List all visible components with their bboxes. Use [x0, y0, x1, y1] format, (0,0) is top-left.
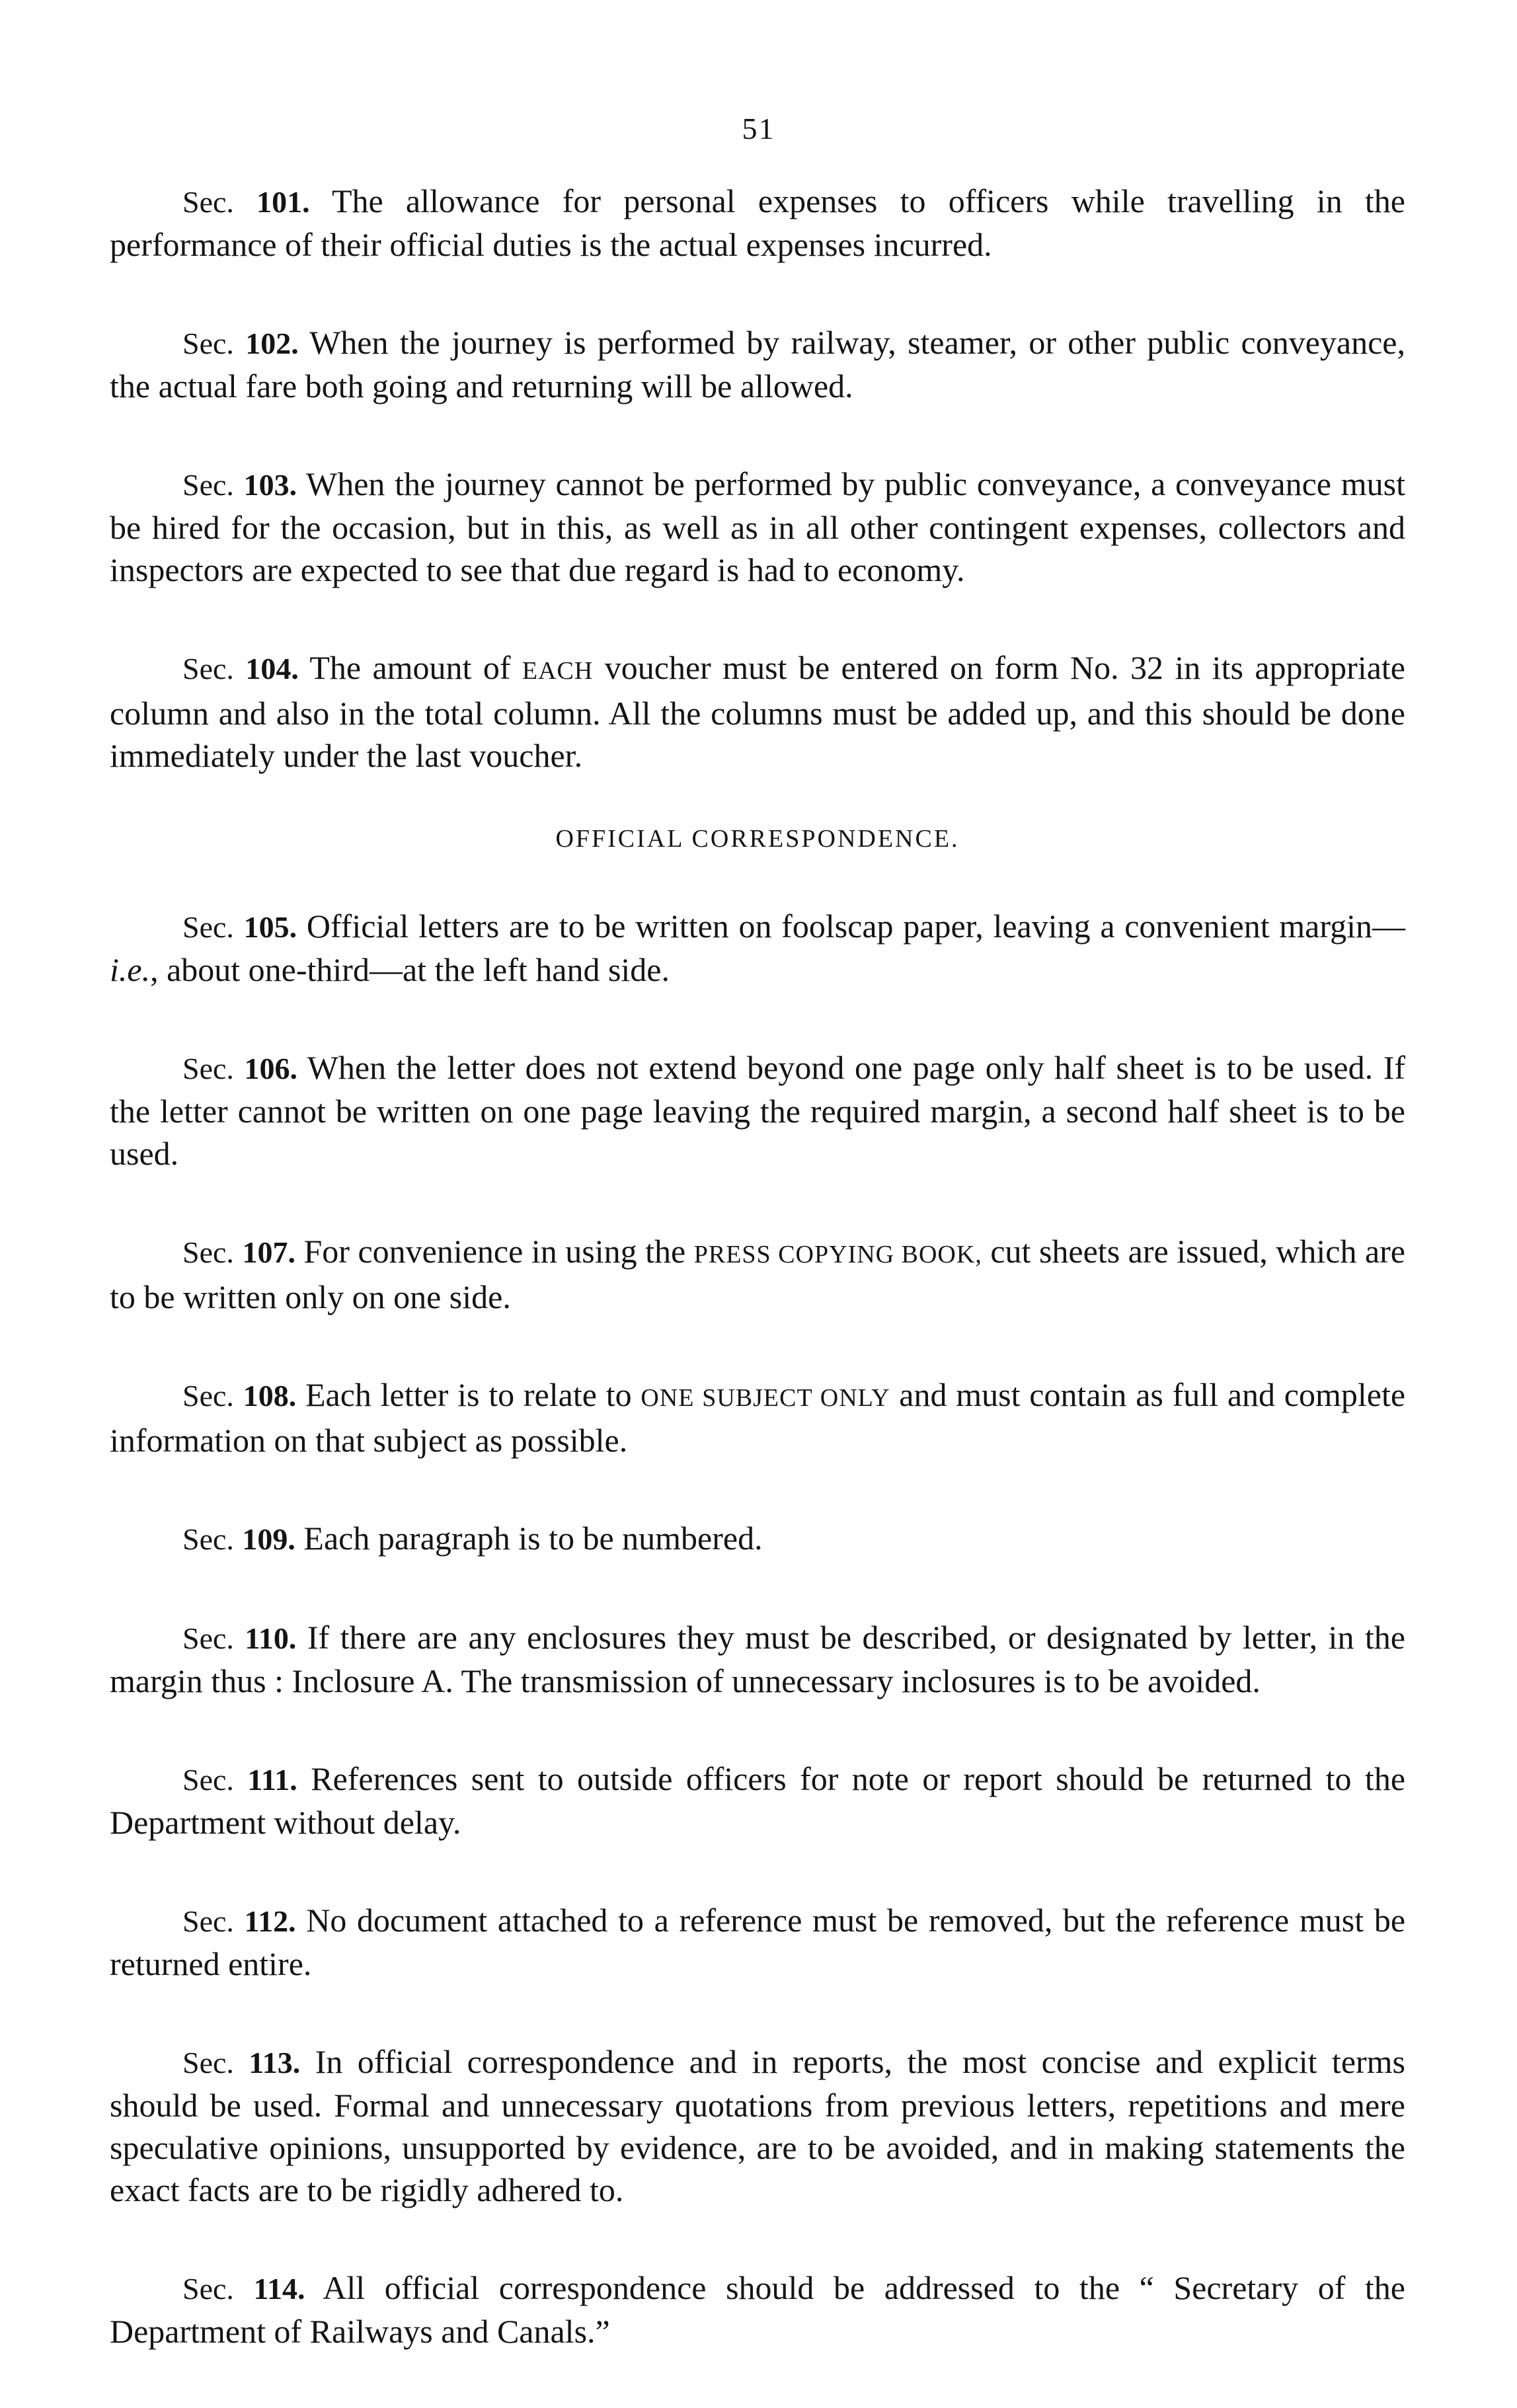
- section-number: 106.: [244, 1052, 298, 1085]
- section-label: Sec.: [182, 1235, 234, 1269]
- small-caps-text: PRESS COPYING BOOK,: [693, 1241, 982, 1268]
- section-number: 104.: [245, 652, 299, 685]
- section-102: [110, 321, 1405, 407]
- section-number: 105.: [243, 910, 297, 944]
- section-text: The amount of: [298, 649, 522, 686]
- section-text: and must contain as full and complete information on that subject as possible.: [110, 1376, 1406, 1459]
- section-number: 103.: [243, 468, 297, 502]
- section-label: Sec.: [182, 1379, 234, 1413]
- section-111: [110, 1758, 1405, 1844]
- section-text: All official correspondence should be addressed to the “ Secretary of the Department of Railways and Canals.”: [110, 2269, 1406, 2350]
- section-112: [110, 1899, 1405, 1985]
- small-caps-text: ONE SUBJECT ONLY: [641, 1384, 890, 1412]
- section-number: 112.: [244, 1904, 296, 1938]
- section-number: 110.: [245, 1621, 297, 1655]
- section-label: Sec.: [182, 652, 234, 685]
- body-text: [110, 180, 1405, 2408]
- section-text: The allowance for personal expenses to officers while travelling in the performance of their official duties is the actual expenses incurred.: [110, 182, 1405, 263]
- section-108: [110, 1374, 1405, 1461]
- section-number: 109.: [242, 1522, 295, 1556]
- section-105: [110, 905, 1405, 991]
- section-text: If there are any enclosures they must be described, or designated by letter, in the margin thus : Inclosure A. The transmission of unnecessary inclosures is to be avoided.: [110, 1619, 1405, 1699]
- section-110: [110, 1616, 1405, 1702]
- section-text: voucher must be entered on form No. 32 in its appropriate column and also in the total column. All the columns must be added up, and this should be done immediately under the last voucher.: [110, 649, 1405, 774]
- section-text: No document attached to a reference must be removed, but the reference must be returned entire.: [110, 1902, 1406, 1982]
- section-text: Each paragraph is to be numbered.: [295, 1520, 763, 1557]
- section-104: [110, 646, 1405, 777]
- section-number: 107.: [242, 1235, 295, 1269]
- section-heading: OFFICIAL CORRESPONDENCE.: [555, 825, 960, 853]
- section-label: Sec.: [182, 2046, 234, 2079]
- section-text: Each letter is to relate to: [296, 1376, 641, 1413]
- small-caps-text: EACH: [522, 657, 594, 685]
- section-label: Sec.: [182, 1904, 234, 1938]
- section-label: Sec.: [182, 910, 234, 944]
- section-text: For convenience in using the: [295, 1233, 694, 1270]
- section-107: [110, 1230, 1405, 1318]
- section-106: [110, 1046, 1405, 1175]
- section-label: Sec.: [182, 185, 234, 219]
- section-label: Sec.: [182, 468, 234, 502]
- section-text: References sent to outside officers for note or report should be returned to the Department without delay.: [110, 1760, 1406, 1841]
- section-text: , about one-third—at the left hand side.: [150, 951, 670, 988]
- page-number: 51: [742, 112, 775, 145]
- section-101: [110, 180, 1405, 266]
- section-text: When the journey is performed by railway, steamer, or other public conveyance, the actual fare both going and returning will be allowed.: [110, 324, 1405, 405]
- section-number: 114.: [253, 2272, 305, 2306]
- section-number: 101.: [256, 185, 310, 219]
- section-text: In official correspondence and in reports, the most concise and explicit terms should be used. Formal and unnecessary quotations from previous letters, repetitions and mere speculative opinions, unsupported by evidence, are to be avoided, and in making statements the exact facts are to be rigidly adhered to.: [110, 2043, 1406, 2208]
- section-text: When the letter does not extend beyond one page only half sheet is to be used. If the letter cannot be written on one page leaving the required margin, a second half sheet is to be used.: [110, 1049, 1406, 1172]
- section-number: 108.: [243, 1379, 297, 1413]
- section-text: Official letters are to be written on foolscap paper, leaving a convenient margin—: [297, 908, 1406, 945]
- section-109: [110, 1517, 1405, 1561]
- section-113: [110, 2040, 1405, 2211]
- section-label: Sec.: [182, 327, 234, 360]
- section-number: 111.: [247, 1763, 297, 1797]
- section-number: 113.: [249, 2046, 301, 2079]
- section-label: Sec.: [182, 1621, 234, 1655]
- section-number: 102.: [245, 327, 299, 360]
- section-text: When the journey cannot be performed by public conveyance, a conveyance must be hired for the occasion, but in this, as well as in all other contingent expenses, collectors and inspectors are expected to see that due regard is had to economy.: [110, 465, 1405, 588]
- italic-text: i.e.: [110, 951, 151, 988]
- section-label: Sec.: [182, 1052, 234, 1085]
- section-114: [110, 2267, 1405, 2352]
- section-label: Sec.: [182, 1522, 234, 1556]
- section-text: cut sheets are issued, which are to be written only on one side.: [110, 1233, 1406, 1315]
- section-label: Sec.: [182, 2272, 234, 2306]
- section-103: [110, 463, 1405, 591]
- section-label: Sec.: [182, 1763, 234, 1797]
